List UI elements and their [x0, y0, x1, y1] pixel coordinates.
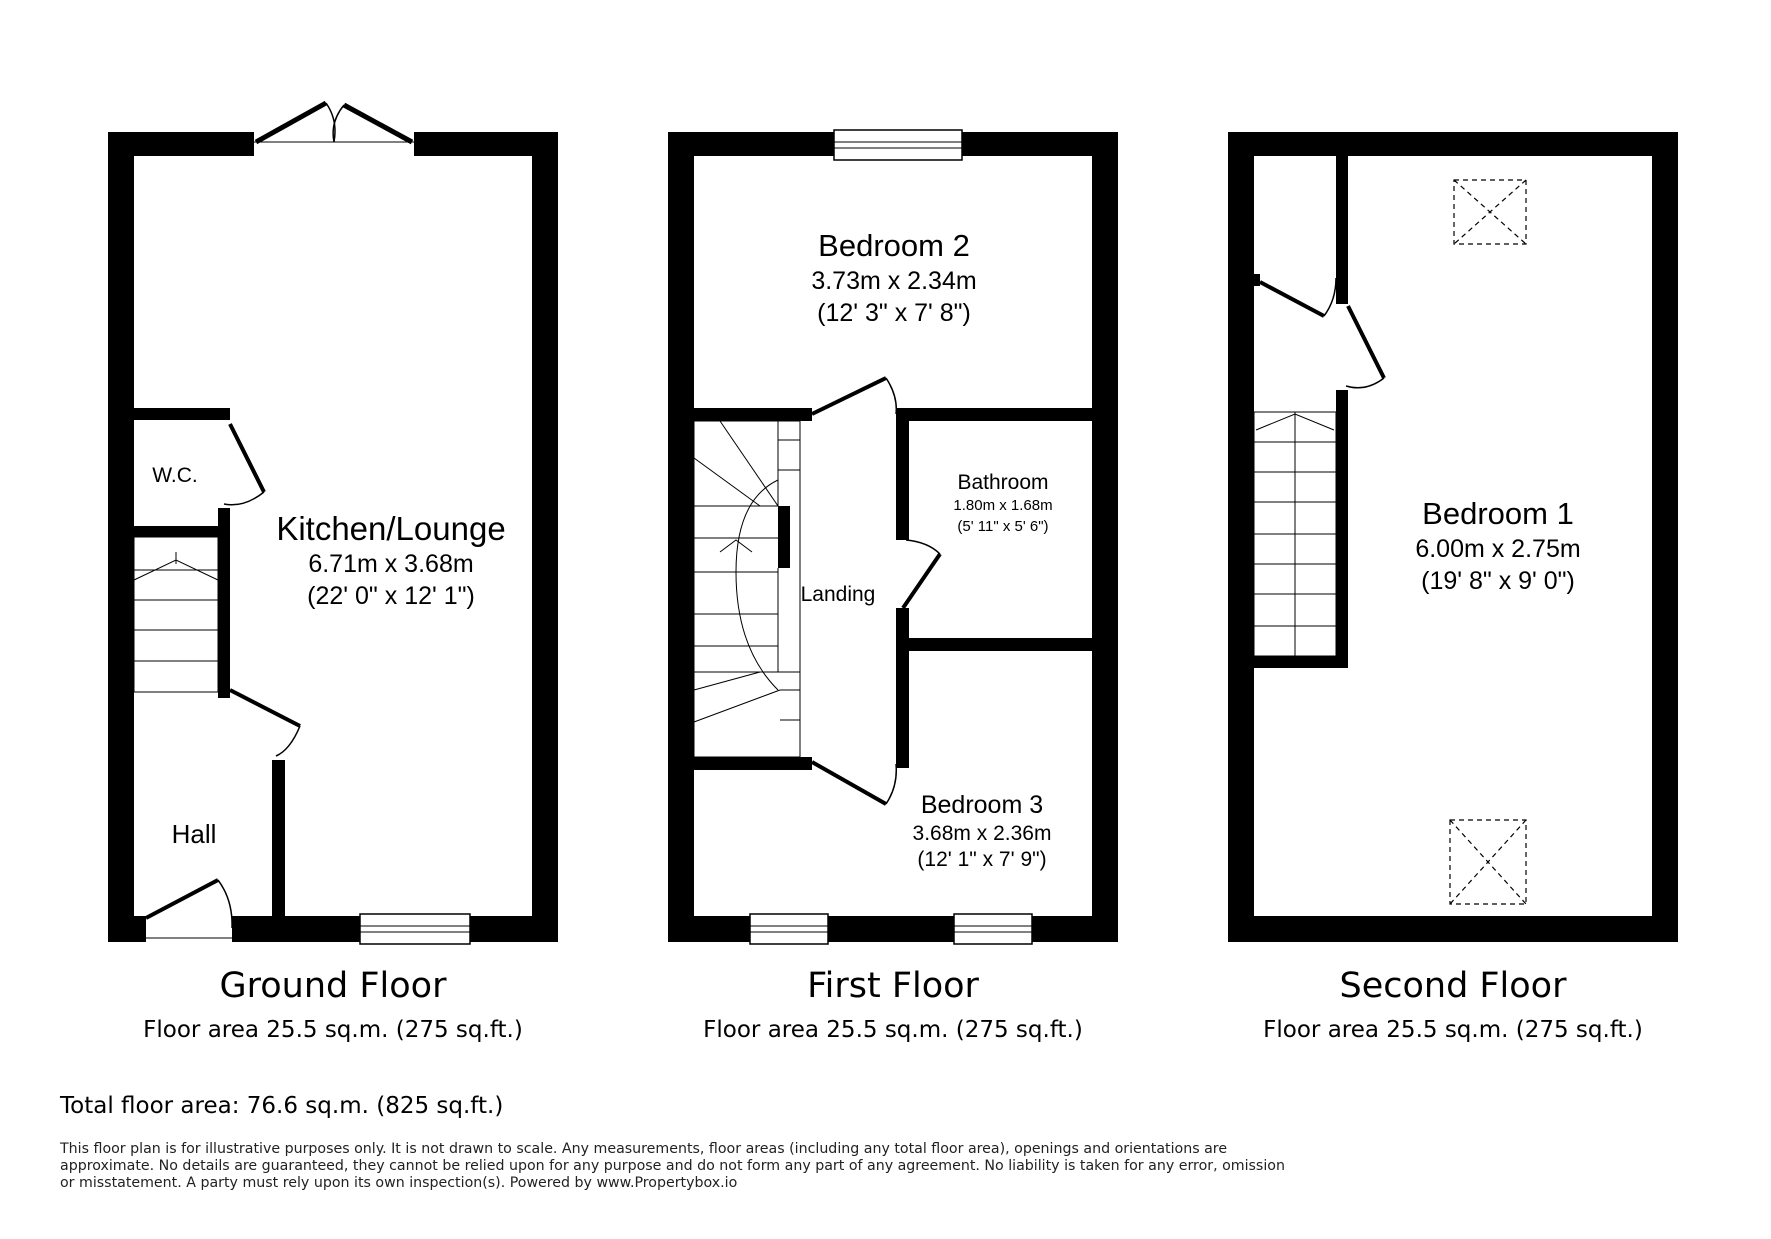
bathroom-metric: 1.80m x 1.68m	[953, 497, 1053, 514]
landing-label: Landing	[800, 583, 876, 606]
kitchen-lounge-label: Kitchen/Lounge	[276, 510, 506, 547]
bedroom2-window	[834, 130, 962, 160]
bedroom3-imperial: (12' 1" x 7' 9")	[917, 848, 1047, 871]
bedroom2-imperial: (12' 3" x 7' 8")	[817, 299, 971, 327]
second-floor-plan	[1228, 132, 1678, 942]
bathroom-imperial: (5' 11" x 5' 6")	[957, 518, 1049, 535]
ground-staircase	[134, 537, 218, 692]
wc-label: W.C.	[152, 464, 198, 487]
second-floor-title: Second Floor	[1339, 966, 1567, 1006]
ground-floor-plan	[108, 103, 558, 944]
second-floor-doors	[1260, 278, 1384, 388]
ground-window	[360, 914, 470, 944]
kitchen-lounge-imperial: (22' 0" x 12' 1")	[307, 582, 475, 610]
second-floor-staircase	[1254, 412, 1336, 656]
second-floor-area: Floor area 25.5 sq.m. (275 sq.ft.)	[1263, 1017, 1643, 1043]
kitchen-lounge-metric: 6.71m x 3.68m	[308, 550, 474, 578]
bedroom3-metric: 3.68m x 2.36m	[912, 822, 1052, 845]
ground-floor-area: Floor area 25.5 sq.m. (275 sq.ft.)	[143, 1017, 523, 1043]
hall-door	[230, 690, 300, 756]
front-door	[146, 880, 232, 938]
total-floor-area: Total floor area: 76.6 sq.m. (825 sq.ft.)	[60, 1093, 504, 1119]
bedroom2-metric: 3.73m x 2.34m	[811, 267, 977, 295]
first-floor-staircase	[694, 421, 800, 757]
first-floor-area: Floor area 25.5 sq.m. (275 sq.ft.)	[703, 1017, 1083, 1043]
bathroom-label: Bathroom	[957, 471, 1049, 494]
wc-door	[224, 424, 264, 505]
hall-label: Hall	[171, 819, 217, 849]
disclaimer-text: This floor plan is for illustrative purposes only. It is not drawn to scale. Any measurements, floor areas (including any total floor area), openings and orientations are approximate. No details are guaranteed, they cannot be relied upon for any purpose and do not form any part of any agreement. No liability is taken for any error, omission or misstatement. A party must rely upon its own inspection(s). Powered by www.Propertybox.io	[60, 1141, 1285, 1191]
bedroom1-imperial: (19' 8" x 9' 0")	[1421, 567, 1575, 595]
first-floor-plan	[668, 130, 1118, 944]
bedroom1-label: Bedroom 1	[1422, 496, 1574, 531]
bedroom3-label: Bedroom 3	[920, 791, 1044, 819]
french-doors	[254, 103, 414, 142]
ground-floor-title: Ground Floor	[219, 966, 447, 1006]
first-floor-title: First Floor	[807, 966, 979, 1006]
bedroom2-label: Bedroom 2	[818, 228, 970, 263]
bedroom1-metric: 6.00m x 2.75m	[1415, 535, 1581, 563]
